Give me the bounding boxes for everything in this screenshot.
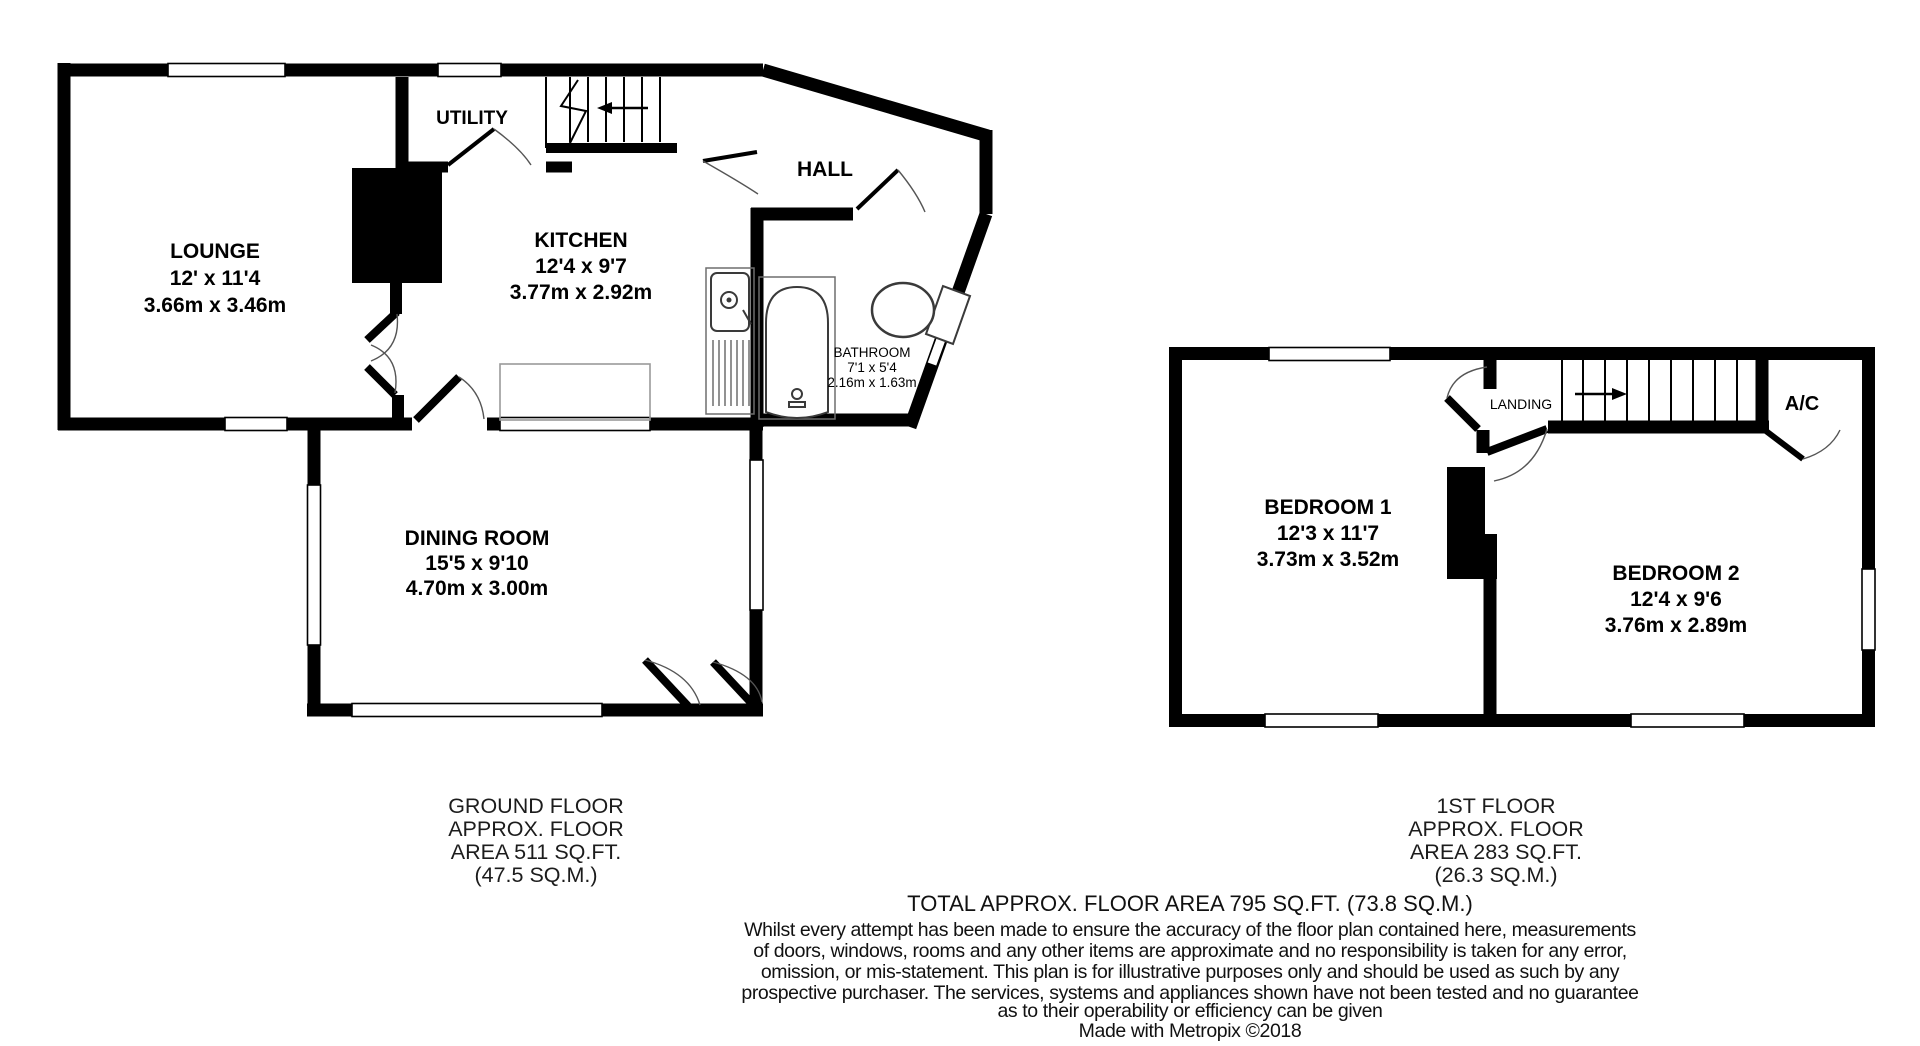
first-floor-chimney <box>1447 467 1485 579</box>
kitchen-sink-unit <box>706 268 754 414</box>
dining-bottom-window <box>352 704 602 717</box>
dining-left-window <box>308 485 321 645</box>
ground-floor-stairs <box>546 77 677 148</box>
ground-floor-caption-line1: GROUND FLOOR <box>448 794 624 818</box>
room-dims-bedroom1-imperial: 12'3 x 11'7 <box>1276 522 1380 545</box>
ground-floor-caption-line2: APPROX. FLOOR <box>448 817 624 841</box>
metropix-credit: Made with Metropix ©2018 <box>1078 1020 1302 1042</box>
lounge-door-leaf <box>367 312 397 340</box>
bathroom-door-leaf <box>857 170 898 209</box>
total-area-text: TOTAL APPROX. FLOOR AREA 795 SQ.FT. (73.8 SQ.M.) <box>907 891 1473 916</box>
first-floor-stairs <box>1562 360 1737 421</box>
room-label-hall: HALL <box>797 158 853 181</box>
ground-floor-caption-line4: (47.5 SQ.M.) <box>474 863 598 887</box>
stair-direction-arrow <box>597 102 648 114</box>
room-dims-dining-imperial: 15'5 x 9'10 <box>425 552 529 575</box>
disclaimer-line-5: as to their operability or efficiency can be given <box>997 1000 1383 1022</box>
room-label-bedroom1: BEDROOM 1 <box>1264 496 1392 519</box>
room-label-bathroom: BATHROOM <box>833 345 911 360</box>
chimney-breast <box>352 168 442 283</box>
disclaimer-line-2: of doors, windows, rooms and any other items are approximate and no responsibility is taken for any error, <box>753 940 1627 962</box>
first-floor-caption-line4: (26.3 SQ.M.) <box>1434 863 1558 887</box>
bedroom1-door-leaf <box>1447 398 1478 429</box>
disclaimer-line-1: Whilst every attempt has been made to ensure the accuracy of the floor plan contained here, measurements <box>744 919 1636 941</box>
kitchen-door-leaf <box>416 377 459 420</box>
bedroom2-door-leaf <box>1487 429 1547 452</box>
footer <box>741 891 1638 1042</box>
toilet <box>872 283 970 344</box>
ac-door-leaf <box>1766 431 1803 459</box>
room-label-landing: LANDING <box>1489 396 1553 412</box>
disclaimer-line-3: omission, or mis-statement. This plan is for illustrative purposes only and should be used as such by any <box>760 961 1620 983</box>
room-dims-kitchen-metric: 3.77m x 2.92m <box>509 281 653 304</box>
dining-door-leaf <box>367 367 395 395</box>
dining-right-window <box>750 460 763 610</box>
room-dims-bedroom2-metric: 3.76m x 2.89m <box>1604 614 1748 637</box>
bedroom1-window <box>1269 348 1390 361</box>
first-floor-caption-line2: APPROX. FLOOR <box>1408 817 1584 841</box>
room-label-dining: DINING ROOM <box>404 527 550 550</box>
room-label-utility: UTILITY <box>436 108 508 129</box>
room-dims-lounge-metric: 3.66m x 3.46m <box>143 294 287 317</box>
room-dims-dining-metric: 4.70m x 3.00m <box>405 577 549 600</box>
room-label-bedroom2: BEDROOM 2 <box>1612 562 1740 585</box>
first-floor-caption <box>1408 794 1584 887</box>
utility-door-leaf <box>448 129 494 165</box>
stair-break-line <box>561 80 586 145</box>
room-dims-bathroom-metric: 2.16m x 1.63m <box>827 375 917 390</box>
room-label-ac: A/C <box>1784 393 1820 415</box>
ground-floor-plan <box>58 63 988 717</box>
room-label-lounge: LOUNGE <box>170 240 260 263</box>
bedroom1-bottom-window <box>1265 714 1378 727</box>
bedroom2-bottom-window <box>1631 714 1744 727</box>
room-label-kitchen: KITCHEN <box>534 229 628 252</box>
bedroom2-right-window <box>1862 569 1875 650</box>
hall-door-leaf <box>703 152 757 161</box>
patio-door-leaf-1 <box>645 660 688 706</box>
disclaimer-line-4: prospective purchaser. The services, systems and appliances shown have not been tested and no guarantee <box>741 982 1639 1004</box>
room-dims-bedroom2-imperial: 12'4 x 9'6 <box>1630 588 1722 611</box>
lounge-bottom-window <box>225 418 287 431</box>
lounge-window <box>168 64 285 77</box>
ground-floor-caption-line3: AREA 511 SQ.FT. <box>450 840 622 864</box>
first-floor-plan <box>1169 347 1875 727</box>
room-dims-bathroom-imperial: 7'1 x 5'4 <box>847 360 897 375</box>
room-dims-kitchen-imperial: 12'4 x 9'7 <box>535 255 627 278</box>
utility-window <box>438 64 501 77</box>
kitchen-worktop <box>500 364 650 420</box>
room-dims-lounge-imperial: 12' x 11'4 <box>169 267 261 290</box>
first-floor-caption-line1: 1ST FLOOR <box>1436 794 1556 818</box>
first-floor-caption-line3: AREA 283 SQ.FT. <box>1409 840 1583 864</box>
room-dims-bedroom1-metric: 3.73m x 3.52m <box>1256 548 1400 571</box>
bath <box>759 277 835 419</box>
ground-floor-caption <box>448 794 624 887</box>
